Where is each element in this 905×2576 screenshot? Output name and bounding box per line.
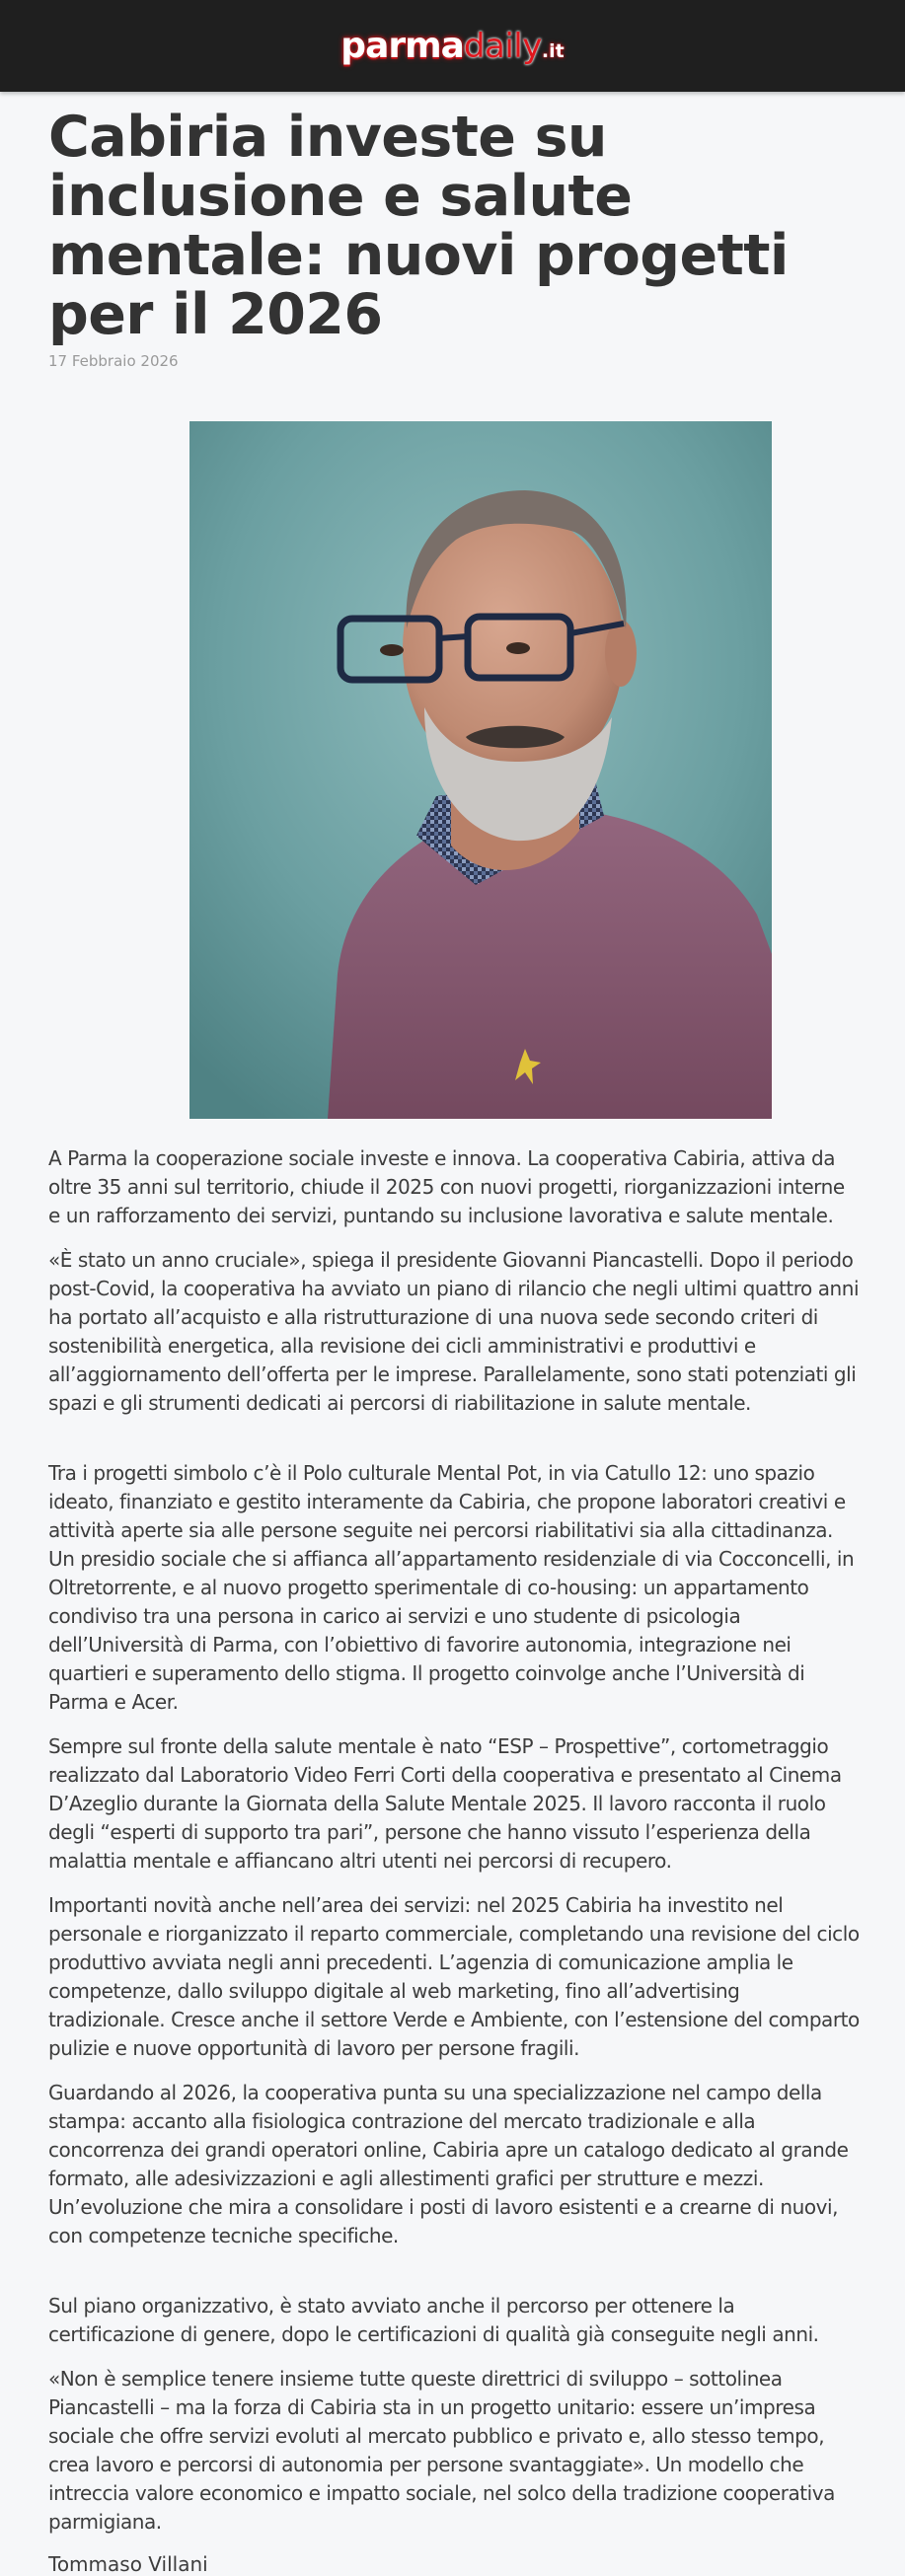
site-logo-link[interactable] xyxy=(331,20,573,72)
article-paragraph: Guardando al 2026, la cooperativa punta su una specializzazione nel campo della stampa: accanto alla fisiologica contrazione del mercato tradizionale e alla concorrenza dei grandi operatori online, Cabiria apre un catalogo dedicato al grande formato, alle adesivizzazioni e agli allestimenti grafici per strutture e mezzi. Un’evoluzione che mira a consolidare i posti di lavoro esistenti e a crearne di nuovi, con competenze tecniche specifiche. xyxy=(48,2081,849,2247)
site-header xyxy=(0,0,905,92)
article-author: Tommaso Villani xyxy=(48,2552,208,2576)
logo-parma-text: parma xyxy=(340,26,464,66)
article-paragraph: «Non è semplice tenere insieme tutte queste direttrici di sviluppo – sottolinea Piancastelli – ma la forza di Cabiria sta in un progetto unitario: essere un’impresa sociale che offre servizi evoluti al mercato pubblico e privato e, allo stesso tempo, crea lavoro e percorsi di autonomia per persone svantaggiate». Un modello che intreccia valore economico e impatto sociale, nel solco della tradizione cooperativa parmigiana. xyxy=(48,2367,835,2534)
logo-tld-text: .it xyxy=(541,40,565,62)
article-paragraph: A Parma la cooperazione sociale investe e innova. La cooperativa Cabiria, attiva da oltre 35 anni sul territorio, chiude il 2025 con nuovi progetti, riorganizzazioni interne e un rafforzamento dei servizi, puntando su inclusione lavorativa e salute mentale. xyxy=(48,1146,845,1227)
article-date: 17 Febbraio 2026 xyxy=(48,352,179,370)
article-title: Cabiria investe su inclusione e salute mentale: nuovi progetti per il 2026 xyxy=(48,105,789,347)
article-paragraph: «È stato un anno cruciale», spiega il presidente Giovanni Piancastelli. Dopo il periodo post-Covid, la cooperativa ha avviato un piano di rilancio che negli ultimi quattro anni ha portato all’acquisto e alla ristrutturazione di una nuova sede secondo criteri di sostenibilità energetica, alla revisione dei cicli amministrativi e produttivi e all’aggiornamento dell’offerta per le imprese. Parallelamente, sono stati potenziati gli spazi e gli strumenti dedicati ai percorsi di riabilitazione in salute mentale. xyxy=(48,1248,860,1415)
logo-daily-text: daily xyxy=(463,27,542,66)
article-photo xyxy=(189,421,772,1119)
article-paragraph: Importanti novità anche nell’area dei servizi: nel 2025 Cabiria ha investito nel personale e riorganizzato il reparto commerciale, completando una revisione del ciclo produttivo avviata negli anni precedenti. L’agenzia di comunicazione amplia le competenze, dallo sviluppo digitale al web marketing, fino all’advertising tradizionale. Cresce anche il settore Verde e Ambiente, con l’estensione del comparto pulizie e nuove opportunità di lavoro per persone fragili. xyxy=(48,1893,860,2060)
article-paragraph: Tra i progetti simbolo c’è il Polo culturale Mental Pot, in via Catullo 12: uno spazio ideato, finanziato e gestito interamente da Cabiria, che propone laboratori creativi e attività aperte sia alle persone seguite nei percorsi riabilitativi sia alla cittadinanza. Un presidio sociale che si affianca all’appartamento residenziale di via Cocconcelli, in Oltretorrente, e al nuovo progetto sperimentale di co-housing: un appartamento condiviso tra una persona in carico ai servizi e uno studente di psicologia dell’Università di Parma, con l’obiettivo di favorire autonomia, integrazione nei quartieri e superamento dello stigma. Il progetto coinvolge anche l’Università di Parma e Acer. xyxy=(48,1461,855,1714)
article-body xyxy=(48,1144,860,2537)
article xyxy=(0,105,905,2576)
article-paragraph: Sul piano organizzativo, è stato avviato anche il percorso per ottenere la certificazione di genere, dopo le certificazioni di qualità già conseguite negli anni. xyxy=(48,2294,819,2346)
article-paragraph: Sempre sul fronte della salute mentale è nato “ESP – Prospettive”, cortometraggio realizzato dal Laboratorio Video Ferri Corti della cooperativa e presentato al Cinema D’Azeglio durante la Giornata della Salute Mentale 2025. Il lavoro racconta il ruolo degli “esperti di supporto tra pari”, persone che hanno vissuto l’esperienza della malattia mentale e affiancano altri utenti nei percorsi di recupero. xyxy=(48,1734,842,1873)
